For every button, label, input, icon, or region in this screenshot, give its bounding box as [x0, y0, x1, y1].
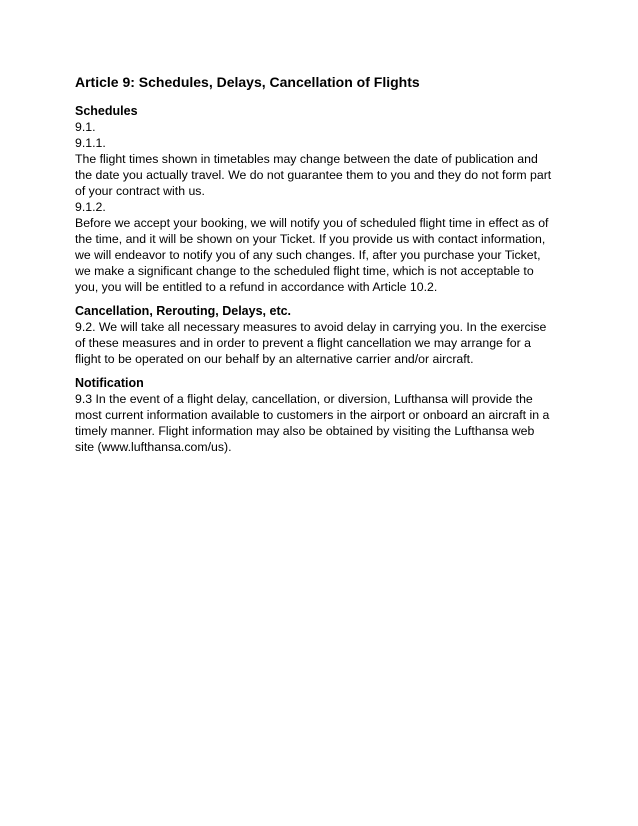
paragraph-line: the date you actually travel. We do not guarantee them to you and they do not form part	[75, 168, 552, 182]
paragraph-line: most current information available to customers in the airport or onboard an aircraft in a	[75, 408, 550, 422]
paragraph-line: flight to be operated on our behalf by an alternative carrier and/or aircraft.	[75, 352, 474, 366]
paragraph-line: of these measures and in order to prevent a flight cancellation we may arrange for a	[75, 336, 531, 350]
paragraph-line: The flight times shown in timetables may change between the date of publication and	[75, 152, 538, 166]
paragraph-line: timely manner. Flight information may also be obtained by visiting the Lufthansa web	[75, 424, 535, 438]
paragraph-line: 9.3 In the event of a flight delay, cancellation, or diversion, Lufthansa will provide the	[75, 392, 533, 406]
section-heading: Cancellation, Rerouting, Delays, etc.	[75, 304, 292, 318]
paragraph-line: 9.2. We will take all necessary measures to avoid delay in carrying you. In the exercise	[75, 320, 547, 334]
section-heading: Schedules	[75, 104, 138, 118]
section-cancellation	[75, 303, 565, 367]
paragraph-line: you, you will be entitled to a refund in accordance with Article 10.2.	[75, 280, 438, 294]
section-heading: Notification	[75, 376, 144, 390]
paragraph-line: the time, and it will be shown on your Ticket. If you provide us with contact information,	[75, 232, 546, 246]
paragraph-line: site (www.lufthansa.com/us).	[75, 440, 232, 454]
paragraph-line: Before we accept your booking, we will notify you of scheduled flight time in effect as of	[75, 216, 549, 230]
section-schedules	[75, 103, 565, 295]
paragraph-line: we make a significant change to the scheduled flight time, which is not acceptable to	[75, 264, 534, 278]
document-page	[75, 74, 565, 463]
paragraph-line: 9.1.2.	[75, 200, 106, 214]
paragraph-line: we will endeavor to notify you of any such changes. If, after you purchase your Ticket,	[75, 248, 541, 262]
document-title: Article 9: Schedules, Delays, Cancellation of Flights	[75, 74, 420, 90]
paragraph-line: 9.1.1.	[75, 136, 106, 150]
paragraph-line: of your contract with us.	[75, 184, 205, 198]
section-notification	[75, 375, 565, 455]
paragraph-line: 9.1.	[75, 120, 96, 134]
